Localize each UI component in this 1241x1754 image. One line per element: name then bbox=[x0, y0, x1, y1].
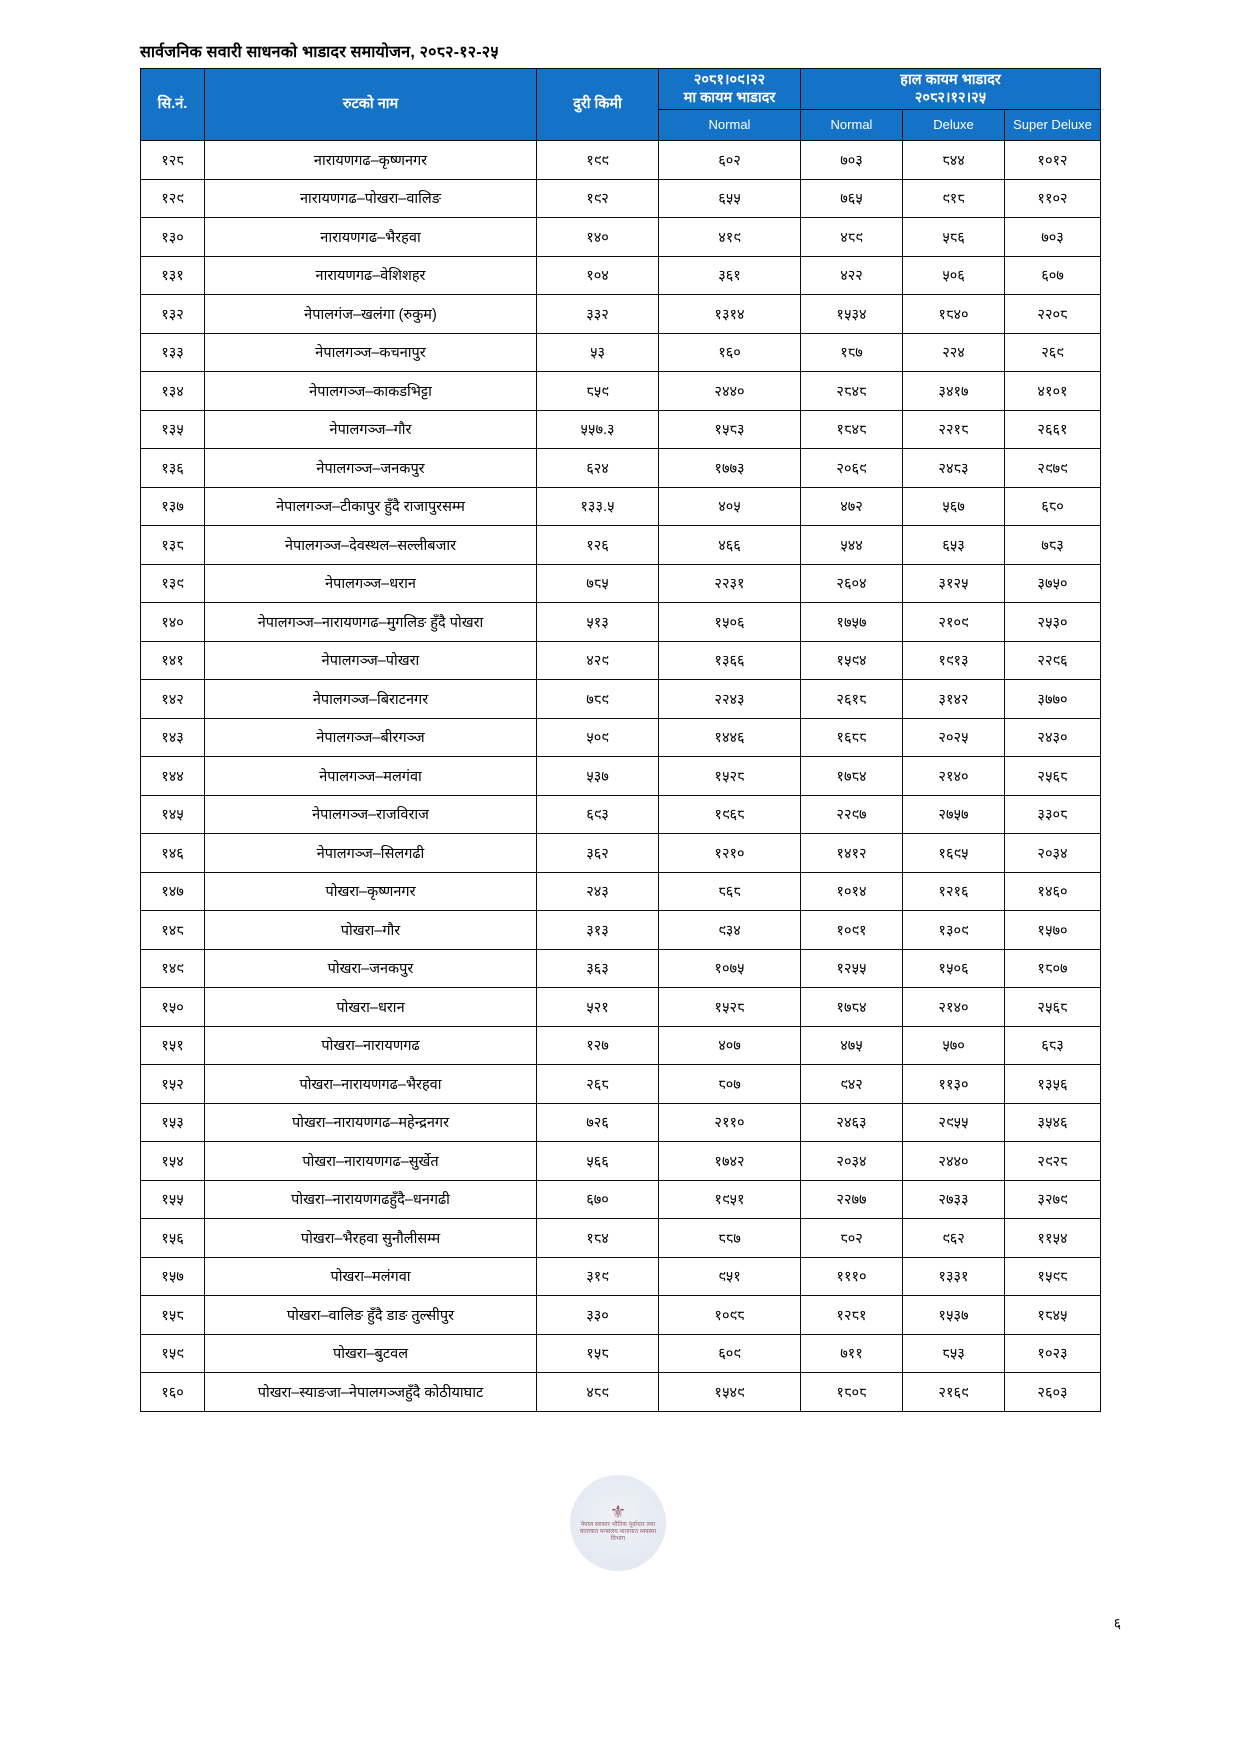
cell-distance: १४० bbox=[537, 218, 659, 257]
cell-normal: १०९१ bbox=[801, 911, 903, 950]
cell-distance: ६२४ bbox=[537, 449, 659, 488]
table-row bbox=[141, 1180, 1101, 1219]
cell-super-deluxe: २६०३ bbox=[1005, 1373, 1101, 1412]
cell-old-normal: १९६८ bbox=[659, 795, 801, 834]
table-row bbox=[141, 911, 1101, 950]
cell-super-deluxe: ४१०१ bbox=[1005, 372, 1101, 411]
cell-deluxe: ५७० bbox=[903, 1026, 1005, 1065]
table-row bbox=[141, 988, 1101, 1027]
cell-old-normal: ८६८ bbox=[659, 872, 801, 911]
table-header bbox=[141, 69, 1101, 141]
cell-distance: १५८ bbox=[537, 1334, 659, 1373]
column-header-super-deluxe: Super Deluxe bbox=[1005, 110, 1101, 141]
cell-old-normal: ८८७ bbox=[659, 1219, 801, 1258]
cell-sn: १३३ bbox=[141, 333, 205, 372]
cell-old-normal: २११० bbox=[659, 1103, 801, 1142]
cell-old-normal: १७७३ bbox=[659, 449, 801, 488]
table-row bbox=[141, 256, 1101, 295]
cell-deluxe: ५८६ bbox=[903, 218, 1005, 257]
cell-old-normal: २४४० bbox=[659, 372, 801, 411]
cell-deluxe: २२४ bbox=[903, 333, 1005, 372]
cell-deluxe: ६५३ bbox=[903, 526, 1005, 565]
cell-distance: ४८९ bbox=[537, 1373, 659, 1412]
cell-deluxe: २९५५ bbox=[903, 1103, 1005, 1142]
cell-route: नारायणगढ–वेशिशहर bbox=[205, 256, 537, 295]
table-row bbox=[141, 949, 1101, 988]
cell-sn: १५० bbox=[141, 988, 205, 1027]
cell-old-normal: १५४९ bbox=[659, 1373, 801, 1412]
cell-old-normal: ८०७ bbox=[659, 1065, 801, 1104]
cell-normal: ७६५ bbox=[801, 179, 903, 218]
cell-super-deluxe: ७८३ bbox=[1005, 526, 1101, 565]
cell-route: नेपालगञ्ज–मलगंवा bbox=[205, 757, 537, 796]
cell-route: पोखरा–धरान bbox=[205, 988, 537, 1027]
cell-normal: २६०४ bbox=[801, 564, 903, 603]
column-header-deluxe: Deluxe bbox=[903, 110, 1005, 141]
cell-sn: १५४ bbox=[141, 1142, 205, 1181]
new-fare-line1: हाल कायम भाडादर bbox=[900, 71, 1001, 88]
table-row bbox=[141, 1026, 1101, 1065]
cell-distance: ३१३ bbox=[537, 911, 659, 950]
cell-super-deluxe: ११५४ bbox=[1005, 1219, 1101, 1258]
cell-super-deluxe: १५९८ bbox=[1005, 1257, 1101, 1296]
cell-normal: ५४४ bbox=[801, 526, 903, 565]
cell-route: पोखरा–नारायणगढ–सुर्खेत bbox=[205, 1142, 537, 1181]
cell-old-normal: १३१४ bbox=[659, 295, 801, 334]
table-row bbox=[141, 141, 1101, 180]
column-header-old-normal: Normal bbox=[659, 110, 801, 141]
cell-sn: १४४ bbox=[141, 757, 205, 796]
table-row bbox=[141, 1257, 1101, 1296]
old-fare-line2: मा कायम भाडादर bbox=[683, 90, 776, 106]
table-row bbox=[141, 1065, 1101, 1104]
cell-deluxe: २१४० bbox=[903, 988, 1005, 1027]
cell-distance: १९२ bbox=[537, 179, 659, 218]
cell-distance: ३३२ bbox=[537, 295, 659, 334]
official-seal-icon bbox=[570, 1475, 666, 1571]
cell-normal: १०१४ bbox=[801, 872, 903, 911]
cell-sn: १४५ bbox=[141, 795, 205, 834]
cell-normal: २८४८ bbox=[801, 372, 903, 411]
cell-deluxe: १२१६ bbox=[903, 872, 1005, 911]
cell-normal: १७५७ bbox=[801, 603, 903, 642]
cell-super-deluxe: २६९ bbox=[1005, 333, 1101, 372]
old-fare-line1: २०८१।०९।२२ bbox=[693, 71, 766, 88]
cell-route: नारायणगढ–भैरहवा bbox=[205, 218, 537, 257]
cell-normal: ८०२ bbox=[801, 1219, 903, 1258]
cell-normal: ७११ bbox=[801, 1334, 903, 1373]
cell-route: पोखरा–भैरहवा सुनौलीसम्म bbox=[205, 1219, 537, 1258]
cell-super-deluxe: २५३० bbox=[1005, 603, 1101, 642]
column-header-new-fare bbox=[801, 69, 1101, 110]
cell-route: पोखरा–नारायणगढ–महेन्द्रनगर bbox=[205, 1103, 537, 1142]
cell-distance: १२७ bbox=[537, 1026, 659, 1065]
cell-super-deluxe: २२०८ bbox=[1005, 295, 1101, 334]
cell-old-normal: १६० bbox=[659, 333, 801, 372]
cell-route: पोखरा–स्याङजा–नेपालगञ्जहुँदै कोठीयाघाट bbox=[205, 1373, 537, 1412]
cell-normal: २४६३ bbox=[801, 1103, 903, 1142]
cell-old-normal: २२३१ bbox=[659, 564, 801, 603]
cell-deluxe: १५०६ bbox=[903, 949, 1005, 988]
cell-distance: ५६६ bbox=[537, 1142, 659, 1181]
table-row bbox=[141, 1296, 1101, 1335]
cell-normal: ७०३ bbox=[801, 141, 903, 180]
cell-old-normal: १९५१ bbox=[659, 1180, 801, 1219]
cell-deluxe: ८५३ bbox=[903, 1334, 1005, 1373]
cell-deluxe: ९६२ bbox=[903, 1219, 1005, 1258]
cell-super-deluxe: ११०२ bbox=[1005, 179, 1101, 218]
table-row bbox=[141, 333, 1101, 372]
cell-sn: १५८ bbox=[141, 1296, 205, 1335]
cell-route: नेपालगञ्ज–राजविराज bbox=[205, 795, 537, 834]
cell-deluxe: १३३१ bbox=[903, 1257, 1005, 1296]
cell-deluxe: २२१८ bbox=[903, 410, 1005, 449]
cell-route: नेपालगञ्ज–बीरगञ्ज bbox=[205, 718, 537, 757]
table-row bbox=[141, 372, 1101, 411]
table-body bbox=[141, 141, 1101, 1412]
cell-super-deluxe: २२९६ bbox=[1005, 641, 1101, 680]
cell-distance: २४३ bbox=[537, 872, 659, 911]
cell-distance: ५५७.३ bbox=[537, 410, 659, 449]
cell-sn: १५७ bbox=[141, 1257, 205, 1296]
table-row bbox=[141, 487, 1101, 526]
cell-normal: १५३४ bbox=[801, 295, 903, 334]
cell-super-deluxe: १८४५ bbox=[1005, 1296, 1101, 1335]
cell-old-normal: ३६१ bbox=[659, 256, 801, 295]
cell-old-normal: ४१९ bbox=[659, 218, 801, 257]
cell-super-deluxe: ६८३ bbox=[1005, 1026, 1101, 1065]
cell-deluxe: २०२५ bbox=[903, 718, 1005, 757]
cell-super-deluxe: १०२३ bbox=[1005, 1334, 1101, 1373]
table-row bbox=[141, 603, 1101, 642]
cell-deluxe: २४४० bbox=[903, 1142, 1005, 1181]
table-row bbox=[141, 1103, 1101, 1142]
table-row bbox=[141, 218, 1101, 257]
cell-sn: १३१ bbox=[141, 256, 205, 295]
cell-super-deluxe: १३५६ bbox=[1005, 1065, 1101, 1104]
cell-deluxe: २१४० bbox=[903, 757, 1005, 796]
cell-route: पोखरा–वालिङ हुँदै डाङ तुल्सीपुर bbox=[205, 1296, 537, 1335]
column-header-route: रुटको नाम bbox=[205, 69, 537, 141]
cell-sn: १३९ bbox=[141, 564, 205, 603]
cell-route: नेपालगञ्ज–सिलगढी bbox=[205, 834, 537, 873]
cell-old-normal: १५०६ bbox=[659, 603, 801, 642]
cell-deluxe: १८४० bbox=[903, 295, 1005, 334]
cell-sn: १४९ bbox=[141, 949, 205, 988]
cell-normal: ४७२ bbox=[801, 487, 903, 526]
cell-distance: ५२१ bbox=[537, 988, 659, 1027]
table-row bbox=[141, 1334, 1101, 1373]
cell-normal: २२९७ bbox=[801, 795, 903, 834]
cell-super-deluxe: ३५४६ bbox=[1005, 1103, 1101, 1142]
cell-distance: ५३ bbox=[537, 333, 659, 372]
cell-sn: १३६ bbox=[141, 449, 205, 488]
table-row bbox=[141, 295, 1101, 334]
cell-super-deluxe: २९२८ bbox=[1005, 1142, 1101, 1181]
table-row bbox=[141, 1219, 1101, 1258]
cell-sn: १२९ bbox=[141, 179, 205, 218]
cell-route: नेपालगञ्ज–काकडभिट्टा bbox=[205, 372, 537, 411]
page-title: सार्वजनिक सवारी साधनको भाडादर समायोजन, २०८२-१२-२५ bbox=[140, 44, 499, 61]
cell-deluxe: ११३० bbox=[903, 1065, 1005, 1104]
cell-distance: ३६२ bbox=[537, 834, 659, 873]
cell-deluxe: ३१४२ bbox=[903, 680, 1005, 719]
cell-route: नारायणगढ–कृष्णनगर bbox=[205, 141, 537, 180]
cell-route: पोखरा–नारायणगढहुँदै–धनगढी bbox=[205, 1180, 537, 1219]
cell-distance: १०४ bbox=[537, 256, 659, 295]
cell-sn: १५६ bbox=[141, 1219, 205, 1258]
cell-route: नेपालगञ्ज–जनकपुर bbox=[205, 449, 537, 488]
cell-sn: १३२ bbox=[141, 295, 205, 334]
table-row bbox=[141, 718, 1101, 757]
cell-normal: १११० bbox=[801, 1257, 903, 1296]
table-row bbox=[141, 1142, 1101, 1181]
cell-distance: ३६३ bbox=[537, 949, 659, 988]
cell-route: नेपालगञ्ज–टीकापुर हुँदै राजापुरसम्म bbox=[205, 487, 537, 526]
fare-table bbox=[140, 68, 1101, 1412]
cell-deluxe: १६९५ bbox=[903, 834, 1005, 873]
column-header-old-fare bbox=[659, 69, 801, 110]
cell-distance: ५३७ bbox=[537, 757, 659, 796]
cell-route: पोखरा–बुटवल bbox=[205, 1334, 537, 1373]
cell-normal: १६८८ bbox=[801, 718, 903, 757]
cell-deluxe: २१६९ bbox=[903, 1373, 1005, 1412]
table-row bbox=[141, 641, 1101, 680]
cell-super-deluxe: १०१२ bbox=[1005, 141, 1101, 180]
table-row bbox=[141, 564, 1101, 603]
cell-old-normal: १५२८ bbox=[659, 988, 801, 1027]
cell-sn: १५१ bbox=[141, 1026, 205, 1065]
cell-deluxe: ३४१७ bbox=[903, 372, 1005, 411]
cell-super-deluxe: २४३० bbox=[1005, 718, 1101, 757]
cell-deluxe: ३१२५ bbox=[903, 564, 1005, 603]
cell-old-normal: ४०७ bbox=[659, 1026, 801, 1065]
cell-sn: १६० bbox=[141, 1373, 205, 1412]
cell-distance: ८५९ bbox=[537, 372, 659, 411]
cell-super-deluxe: ६८० bbox=[1005, 487, 1101, 526]
table-row bbox=[141, 872, 1101, 911]
cell-sn: १४० bbox=[141, 603, 205, 642]
table-row bbox=[141, 410, 1101, 449]
cell-route: पोखरा–कृष्णनगर bbox=[205, 872, 537, 911]
cell-distance: ५१३ bbox=[537, 603, 659, 642]
cell-super-deluxe: १४६० bbox=[1005, 872, 1101, 911]
seal-text: नेपाल सरकार भौतिक पूर्वाधार तथा यातायात मन्त्रालय यातायात व्यवस्था विभाग bbox=[579, 1522, 657, 1542]
column-header-distance: दुरी किमी bbox=[537, 69, 659, 141]
cell-distance: १३३.५ bbox=[537, 487, 659, 526]
cell-old-normal: २२४३ bbox=[659, 680, 801, 719]
cell-route: नेपालगञ्ज–बिराटनगर bbox=[205, 680, 537, 719]
cell-super-deluxe: २६६१ bbox=[1005, 410, 1101, 449]
table-row bbox=[141, 1373, 1101, 1412]
cell-normal: १२८१ bbox=[801, 1296, 903, 1335]
cell-deluxe: ५६७ bbox=[903, 487, 1005, 526]
cell-normal: १२५५ bbox=[801, 949, 903, 988]
table-row bbox=[141, 179, 1101, 218]
cell-old-normal: १५८३ bbox=[659, 410, 801, 449]
cell-route: पोखरा–जनकपुर bbox=[205, 949, 537, 988]
cell-distance: ७२६ bbox=[537, 1103, 659, 1142]
cell-super-deluxe: २९७९ bbox=[1005, 449, 1101, 488]
cell-super-deluxe: ३७७० bbox=[1005, 680, 1101, 719]
cell-normal: १७८४ bbox=[801, 988, 903, 1027]
table-row bbox=[141, 449, 1101, 488]
cell-super-deluxe: १५७० bbox=[1005, 911, 1101, 950]
cell-deluxe: १५३७ bbox=[903, 1296, 1005, 1335]
cell-sn: १३५ bbox=[141, 410, 205, 449]
cell-super-deluxe: ३२७९ bbox=[1005, 1180, 1101, 1219]
cell-normal: ४८९ bbox=[801, 218, 903, 257]
cell-old-normal: ६५५ bbox=[659, 179, 801, 218]
column-header-normal: Normal bbox=[801, 110, 903, 141]
cell-normal: २२७७ bbox=[801, 1180, 903, 1219]
cell-old-normal: १७४२ bbox=[659, 1142, 801, 1181]
cell-deluxe: ८४४ bbox=[903, 141, 1005, 180]
cell-distance: ७८५ bbox=[537, 564, 659, 603]
cell-old-normal: ४६६ bbox=[659, 526, 801, 565]
cell-super-deluxe: २५६८ bbox=[1005, 988, 1101, 1027]
cell-super-deluxe: ६०७ bbox=[1005, 256, 1101, 295]
cell-sn: १४१ bbox=[141, 641, 205, 680]
cell-distance: १८४ bbox=[537, 1219, 659, 1258]
cell-deluxe: ५०६ bbox=[903, 256, 1005, 295]
cell-super-deluxe: ३७५० bbox=[1005, 564, 1101, 603]
new-fare-line2: २०८२।१२।२५ bbox=[914, 90, 987, 106]
cell-old-normal: १०७५ bbox=[659, 949, 801, 988]
cell-super-deluxe: २०३४ bbox=[1005, 834, 1101, 873]
cell-sn: १५२ bbox=[141, 1065, 205, 1104]
cell-distance: १९९ bbox=[537, 141, 659, 180]
cell-route: पोखरा–नारायणगढ–भैरहवा bbox=[205, 1065, 537, 1104]
column-header-sn: सि.नं. bbox=[141, 69, 205, 141]
cell-route: नेपालगञ्ज–पोखरा bbox=[205, 641, 537, 680]
cell-route: नेपालगंज–खलंगा (रुकुम) bbox=[205, 295, 537, 334]
cell-distance: ४२९ bbox=[537, 641, 659, 680]
cell-normal: २६१८ bbox=[801, 680, 903, 719]
cell-normal: ४२२ bbox=[801, 256, 903, 295]
cell-distance: ७८९ bbox=[537, 680, 659, 719]
page-number: ६ bbox=[1113, 1615, 1121, 1631]
cell-route: नेपालगञ्ज–नारायणगढ–मुगलिङ हुँदै पोखरा bbox=[205, 603, 537, 642]
cell-normal: ४७५ bbox=[801, 1026, 903, 1065]
cell-route: नेपालगञ्ज–गौर bbox=[205, 410, 537, 449]
cell-old-normal: १३६६ bbox=[659, 641, 801, 680]
cell-normal: १७८४ bbox=[801, 757, 903, 796]
cell-sn: १३७ bbox=[141, 487, 205, 526]
cell-route: पोखरा–नारायणगढ bbox=[205, 1026, 537, 1065]
cell-old-normal: ९३४ bbox=[659, 911, 801, 950]
cell-route: नेपालगञ्ज–देवस्थल–सल्लीबजार bbox=[205, 526, 537, 565]
cell-deluxe: २७५७ bbox=[903, 795, 1005, 834]
cell-sn: १५३ bbox=[141, 1103, 205, 1142]
cell-distance: ६७० bbox=[537, 1180, 659, 1219]
table-row bbox=[141, 834, 1101, 873]
cell-route: पोखरा–मलंगवा bbox=[205, 1257, 537, 1296]
cell-sn: १४७ bbox=[141, 872, 205, 911]
cell-normal: १८४८ bbox=[801, 410, 903, 449]
cell-normal: १४१२ bbox=[801, 834, 903, 873]
cell-sn: १३४ bbox=[141, 372, 205, 411]
cell-distance: २६८ bbox=[537, 1065, 659, 1104]
cell-super-deluxe: २५६८ bbox=[1005, 757, 1101, 796]
cell-deluxe: ९१८ bbox=[903, 179, 1005, 218]
cell-normal: १८०८ bbox=[801, 1373, 903, 1412]
cell-super-deluxe: १८०७ bbox=[1005, 949, 1101, 988]
cell-old-normal: ४०५ bbox=[659, 487, 801, 526]
cell-distance: १२६ bbox=[537, 526, 659, 565]
cell-route: नारायणगढ–पोखरा–वालिङ bbox=[205, 179, 537, 218]
cell-distance: ३३० bbox=[537, 1296, 659, 1335]
cell-normal: २०३४ bbox=[801, 1142, 903, 1181]
cell-sn: १४२ bbox=[141, 680, 205, 719]
cell-normal: १५९४ bbox=[801, 641, 903, 680]
cell-sn: १२८ bbox=[141, 141, 205, 180]
cell-normal: २०६९ bbox=[801, 449, 903, 488]
cell-route: नेपालगञ्ज–कचनापुर bbox=[205, 333, 537, 372]
cell-sn: १३८ bbox=[141, 526, 205, 565]
cell-route: नेपालगञ्ज–धरान bbox=[205, 564, 537, 603]
cell-old-normal: १५२८ bbox=[659, 757, 801, 796]
emblem-icon: ⚜ bbox=[609, 1502, 627, 1523]
cell-sn: १५९ bbox=[141, 1334, 205, 1373]
cell-old-normal: १०९८ bbox=[659, 1296, 801, 1335]
cell-deluxe: १९१३ bbox=[903, 641, 1005, 680]
cell-deluxe: २१०९ bbox=[903, 603, 1005, 642]
cell-old-normal: ९५१ bbox=[659, 1257, 801, 1296]
cell-deluxe: १३०९ bbox=[903, 911, 1005, 950]
cell-super-deluxe: ३३०८ bbox=[1005, 795, 1101, 834]
table-row bbox=[141, 526, 1101, 565]
cell-sn: १४३ bbox=[141, 718, 205, 757]
cell-normal: ९४२ bbox=[801, 1065, 903, 1104]
cell-deluxe: २७३३ bbox=[903, 1180, 1005, 1219]
cell-sn: १३० bbox=[141, 218, 205, 257]
cell-distance: ३१९ bbox=[537, 1257, 659, 1296]
cell-old-normal: १४४६ bbox=[659, 718, 801, 757]
cell-distance: ५०९ bbox=[537, 718, 659, 757]
cell-old-normal: ६०९ bbox=[659, 1334, 801, 1373]
cell-distance: ६९३ bbox=[537, 795, 659, 834]
cell-route: पोखरा–गौर bbox=[205, 911, 537, 950]
cell-sn: १४८ bbox=[141, 911, 205, 950]
seal-inner bbox=[576, 1481, 660, 1565]
table-row bbox=[141, 757, 1101, 796]
cell-super-deluxe: ७०३ bbox=[1005, 218, 1101, 257]
cell-old-normal: १२१० bbox=[659, 834, 801, 873]
cell-old-normal: ६०२ bbox=[659, 141, 801, 180]
cell-deluxe: २४८३ bbox=[903, 449, 1005, 488]
cell-normal: १८७ bbox=[801, 333, 903, 372]
table-row bbox=[141, 680, 1101, 719]
cell-sn: १५५ bbox=[141, 1180, 205, 1219]
table-row bbox=[141, 795, 1101, 834]
cell-sn: १४६ bbox=[141, 834, 205, 873]
